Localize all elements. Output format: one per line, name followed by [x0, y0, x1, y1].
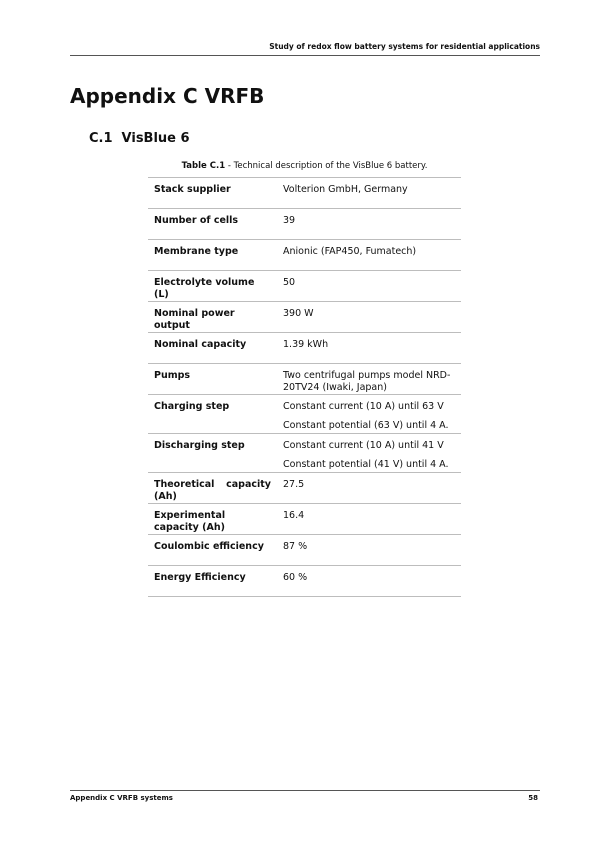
table-row — [148, 240, 461, 271]
section-title-text: VisBlue 6 — [121, 131, 190, 146]
row-label: Nominal power output — [154, 308, 235, 331]
row-value: 16.4 — [283, 510, 305, 521]
footer-chapter-label: Appendix C VRFB systems — [70, 794, 173, 802]
spec-table — [148, 177, 461, 597]
row-label: Electrolyte volume (L) — [154, 277, 255, 300]
table-row — [148, 473, 461, 504]
row-value: Two centrifugal pumps model NRD-20TV24 (Iwaki, Japan) — [283, 370, 451, 393]
row-label: Energy Efficiency — [154, 572, 246, 583]
footer-rule — [70, 790, 540, 791]
table-row — [148, 302, 461, 333]
page-number: 58 — [528, 794, 538, 802]
row-value: 39 — [283, 215, 296, 226]
row-label: Nominal capacity — [154, 339, 247, 350]
row-value-line1: Constant current (10 A) until 63 V — [283, 401, 444, 412]
table-row — [148, 566, 461, 597]
row-value: 390 W — [283, 308, 314, 319]
row-label: Theoretical capacity (Ah) — [154, 479, 271, 502]
section-title — [89, 131, 190, 146]
table-row — [148, 209, 461, 240]
row-label: Pumps — [154, 370, 191, 381]
row-value: 60 % — [283, 572, 308, 583]
table-row — [148, 178, 461, 209]
header-rule — [70, 55, 540, 56]
row-label: Coulombic efficiency — [154, 541, 264, 552]
row-label: Membrane type — [154, 246, 239, 257]
row-value: 27.5 — [283, 479, 305, 490]
table-row — [148, 434, 461, 473]
row-label: Number of cells — [154, 215, 239, 226]
chapter-title: Appendix C VRFB — [70, 84, 265, 108]
row-value: 1.39 kWh — [283, 339, 329, 350]
row-value-line1: Constant current (10 A) until 41 V — [283, 440, 444, 451]
table-row — [148, 535, 461, 566]
row-label: Discharging step — [154, 440, 245, 451]
table-caption-label: Table C.1 — [181, 161, 226, 171]
table-caption — [148, 161, 461, 171]
row-value: Volterion GmbH, Germany — [283, 184, 408, 195]
row-value-line2: Constant potential (41 V) until 4 A. — [283, 459, 449, 470]
table-row — [148, 364, 461, 395]
row-value — [277, 395, 461, 434]
row-value: 87 % — [283, 541, 308, 552]
row-label: Stack supplier — [154, 184, 231, 195]
row-value — [277, 434, 461, 473]
table-row — [148, 333, 461, 364]
row-value-line2: Constant potential (63 V) until 4 A. — [283, 420, 449, 431]
running-header: Study of redox flow battery systems for residential applications — [269, 42, 540, 51]
row-value: Anionic (FAP450, Fumatech) — [283, 246, 417, 257]
section-number: C.1 — [89, 131, 113, 146]
table-row — [148, 395, 461, 434]
table-row — [148, 504, 461, 535]
table-caption-text: - Technical description of the VisBlue 6 battery. — [225, 161, 428, 171]
table-row — [148, 271, 461, 302]
row-label: Experimental capacity (Ah) — [154, 510, 226, 533]
row-label: Charging step — [154, 401, 230, 412]
row-value: 50 — [283, 277, 296, 288]
